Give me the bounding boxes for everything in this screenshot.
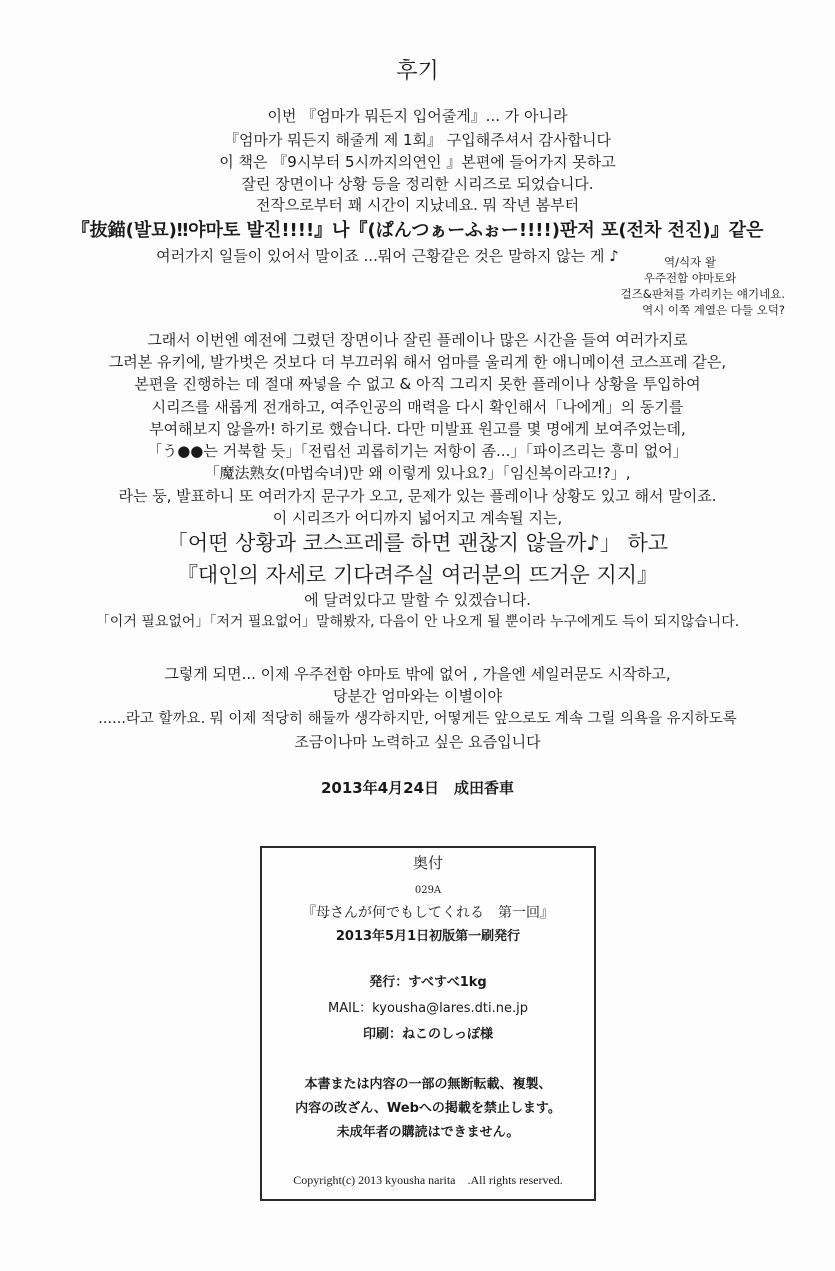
text-line: 전작으로부터 꽤 시간이 지났네요. 뭐 작년 봄부터 [255, 196, 580, 214]
text-line: 라는 둥, 발표하니 또 여러가지 문구가 오고, 문제가 있는 플레이나 상황도 있고 해서 말이죠. [118, 487, 717, 505]
colophon-code: 029A [414, 885, 442, 896]
translator-note-line: 역시 이쪽 계열은 다들 오덕? [642, 303, 785, 317]
date-author: 2013年4月24日 成田香車 [320, 779, 515, 797]
text-line: 에 달려있다고 말할 수 있겠습니다. [304, 591, 531, 609]
edition-line: 2013年5月1日初版第一刷発行 [335, 929, 521, 944]
notice-line: 未成年者の購読はできません。 [336, 1125, 520, 1140]
emphasis-line: 『抜錨(발묘)‼야마토 발진!!!!』나『(ぱんつぁーふぉー!!!!)판저 포(전차 전진)』같은 [71, 220, 764, 241]
text-line: 「う●●는 거북할 듯」「전립선 괴롭히기는 저항이 좀...」「파이즈리는 흥미 없어」 [147, 442, 688, 460]
copyright-line: Copyright(c) 2013 kyousha narita .All rights reserved. [293, 1173, 563, 1187]
text-line: 그렇게 되면... 이제 우주전함 야마토 밖에 없어 , 가을엔 세일러문도 시작하고, [164, 665, 671, 683]
text-line: 여러가지 일들이 있어서 말이죠 ...뭐어 근황같은 것은 말하지 않는 게 ♪ [156, 247, 619, 265]
text-line: 그려본 유키에, 발가벗은 것보다 더 부끄러워 해서 엄마를 울리게 한 애니메이션 코스프레 같은, [108, 353, 727, 371]
text-line: 「魔法熟女(마법숙녀)만 왜 이렇게 있나요?」「임신복이라고!?」, [204, 464, 631, 482]
translator-note-line: 우주전함 야마토와 [643, 271, 737, 285]
notice-line: 本書または内容の一部の無断転載、複製、 [304, 1077, 552, 1092]
emphasis-line: 『대인의 자세로 기다려주실 여러분의 뜨거운 지지』 [176, 563, 659, 587]
printer-line: 印刷：ねこのしっぽ様 [362, 1027, 493, 1042]
text-line: 조금이나마 노력하고 싶은 요즘입니다 [294, 733, 541, 751]
emphasis-line: 「어떤 상황과 코스프레를 하면 괜찮지 않을까♪」 하고 [166, 531, 669, 555]
text-line: 부여해보지 않을까! 하기로 했습니다. 다만 미발표 원고를 몇 명에게 보여주었는데, [149, 420, 686, 438]
book-title: 『母さんが何でもしてくれる 第一回』 [302, 905, 554, 921]
translator-note-line: 역/식자 왈 [664, 255, 716, 269]
publisher-line: 発行：すべすべ1kg [369, 975, 487, 990]
colophon-heading: 奥付 [412, 854, 443, 872]
translator-note-line: 걸즈&판쳐를 가리키는 얘기네요. [620, 287, 785, 301]
text-line: 잘린 장면이나 상황 등을 정리한 시리즈로 되었습니다. [241, 175, 594, 193]
text-line: 『엄마가 뭐든지 해줄게 제 1회』 구입해주셔서 감사합니다 [224, 131, 611, 149]
text-line: 이 책은 『9시부터 5시까지의연인 』본편에 들어가지 못하고 [219, 153, 616, 171]
text-line: 본편을 진행하는 데 절대 짜넣을 수 없고 & 아직 그리지 못한 플레이나 상황을 투입하여 [134, 375, 701, 393]
translator-note [595, 254, 785, 318]
text-line: 이번 『엄마가 뭐든지 입어줄게』... 가 아니라 [267, 107, 568, 125]
text-line: ......라고 할까요. 뭐 이제 적당히 해둘까 생각하지만, 어떻게든 앞으로도 계속 그릴 의욕을 유지하도록 [98, 711, 737, 727]
afterword-title: 후기 [396, 59, 439, 84]
text-line: 시리즈를 새롭게 전개하고, 여주인공의 매력을 다시 확인해서「나에게」의 동기를 [151, 398, 684, 416]
text-line: 당분간 엄마와는 이별이야 [333, 687, 502, 705]
mail-line: MAIL：kyousha@lares.dti.ne.jp [328, 1001, 528, 1016]
text-line: 이 시리즈가 어디까지 넓어지고 계속될 지는, [272, 509, 563, 527]
colophon-box [260, 846, 596, 1201]
text-line: 그래서 이번엔 예전에 그렸던 장면이나 잘린 플레이나 많은 시간을 들여 여러가지로 [147, 331, 688, 349]
notice-line: 内容の改ざん、Webへの掲載を禁止します。 [295, 1101, 561, 1116]
text-line: 「이거 필요없어」「저거 필요없어」말해봤자, 다음이 안 나오게 될 뿐이라 누구에게도 득이 되지않습니다. [95, 614, 740, 630]
